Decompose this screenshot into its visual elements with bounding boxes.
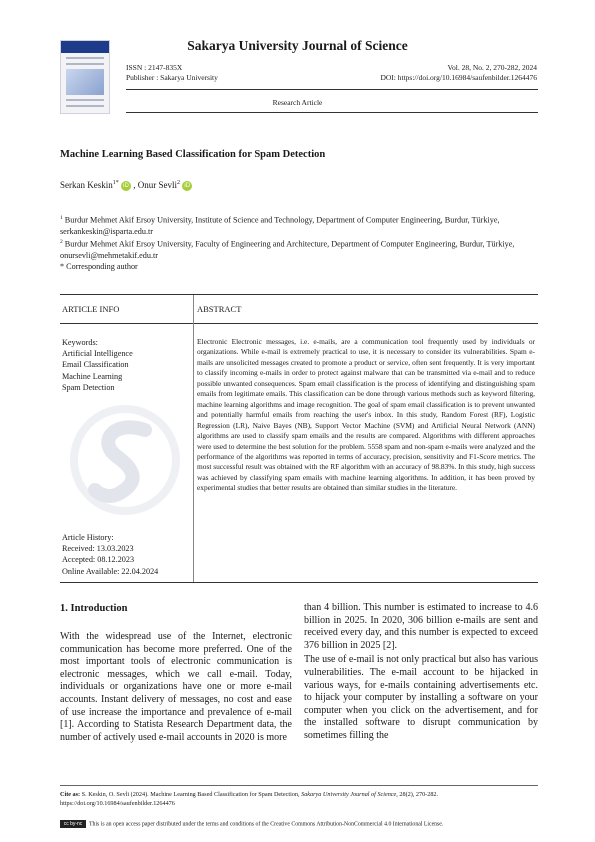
box-bottom-rule: [60, 582, 538, 583]
article-history: [62, 532, 158, 577]
box-top-rule: [60, 294, 538, 295]
history-label: Article History:: [62, 533, 114, 542]
orcid-icon[interactable]: iD: [182, 181, 192, 191]
article-title: Machine Learning Based Classification for Spam Detection: [60, 149, 326, 160]
paragraph: With the widespread use of the Internet, electronic communication has become more preferred. One of the most important tools of electronic communication is electronic messages, which we call e-mail. Today, individuals or organizations have one or more e-mail accounts. Instant delivery of messages, no cost and ease of use increase the importance and prevalence of e-mail [1]. According to Statista Research Department data, the number of actively used e-mail accounts in 2020 is more: [60, 631, 292, 743]
body-column-right: [304, 602, 538, 745]
corresponding-author-note: * Corresponding author: [60, 262, 138, 271]
online-date: Online Available: 22.04.2024: [62, 566, 159, 576]
author-separator: ,: [131, 180, 138, 190]
author-list: [60, 180, 192, 191]
orcid-icon[interactable]: iD: [121, 181, 131, 191]
affiliation: $^2$ Burdur Mehmet Akif Ersoy University, Faculty of Engineering and Architecture, Department of Computer Engineering, Burdur, Türkiye, onursevli@mehmetakif.edu.tr: [60, 239, 515, 261]
publisher: Publisher : Sakarya University: [126, 73, 218, 82]
paragraph: than 4 billion. This number is estimated to increase to 4.6 billion in 2025. In 2020, 306 billion e-mails are sent and received every day, and this number is expected to exceed 376 billion in 2025 [2].: [304, 602, 538, 651]
accepted-date: Accepted: 08.12.2023: [62, 555, 135, 565]
keywords-block: [62, 337, 133, 393]
doi[interactable]: DOI: https://doi.org/10.16984/saufenbilder.1264476: [380, 73, 537, 82]
university-logo-watermark: [60, 395, 190, 525]
license-text: This is an open access paper distributed under the terms and conditions of the Creative Commons Attribution-NonCommercial 4.0 International License.: [89, 821, 444, 828]
received-date: Received: 13.03.2023: [62, 544, 134, 554]
citation: Cite as: S. Keskin, O. Sevli (2024). Machine Learning Based Classification for Spam Detection, Sakarya University Journal of Science, 28(2), 270-282. https://doi.org/10.16984/saufenbilder.1264476: [60, 791, 439, 807]
author-name: Serkan Keskin: [60, 180, 113, 190]
license-note: [60, 820, 538, 828]
abstract-heading: ABSTRACT: [197, 304, 242, 314]
article-info-heading: ARTICLE INFO: [62, 304, 120, 314]
keyword: Artificial Intelligence: [62, 349, 133, 359]
article-type: Research Article: [272, 98, 323, 107]
author-affiliation-mark: 1*: [112, 180, 119, 186]
column-divider: [193, 295, 194, 582]
paragraph: The use of e-mail is not only practical but also has various vulnerabilities. The e-mail account to be hijacked in various ways, for e-mails containing advertisements etc. to hijack your computer by installing a software on your computer when you click on the advertisement, and for the installed software to disrupt communication by sometimes filling the: [304, 654, 538, 741]
abstract-text: Electronic Electronic messages, i.e. e-mails, are a communication tool frequently used by individuals or organizations. While e-mail is extremely practical to use, it is necessary to consider its vulnerabilities. Spam e-mails are unsolicited messages created to promote a product or service, often sent frequently. It is very important to classify incoming e-mails in order to protect against malware that can be transmitted via e-mail and to reduce possible unwanted consequences. Spam email classification is the process of identifying and distinguishing spam emails from legitimate emails. This classification can be done through various methods such as keyword filtering, machine learning algorithms and image recognition. The goal of spam email classification is to prevent unwanted and potentially harmful emails from reaching the user's inbox. In this study, Random Forest (RF), Logistic Regression (LR), Naive Bayes (NB), Support Vector Machine (SVM) and Artificial Neural Network (ANN) algorithms are used to classify spam emails and the results are compared. Algorithms with different approaches were used to determine the best solution for the problem. 5558 spam and non-spam e-mails were analyzed and the performance of the algorithms was reported in terms of accuracy, precision, sensitivity and F1-Score metrics. The most successful result was obtained with the RF algorithm with an accuracy of 98.83%. In this study, high success was achieved by classifying spam emails with machine learning algorithms. In addition, it has been proved by experimental studies that better results are obtained than similar studies in the literature.: [197, 337, 535, 493]
header-rule: [126, 89, 538, 90]
box-mid-rule: [60, 323, 538, 324]
journal-title: Sakarya University Journal of Science: [187, 38, 408, 53]
body-column-left: [60, 631, 292, 746]
issn: ISSN : 2147-835X: [126, 63, 183, 72]
affiliation: $^1$ Burdur Mehmet Akif Ersoy University, Institute of Science and Technology, Department of Computer Engineering, Burdur, Türkiye, serkankeskin@isparta.edu.tr: [60, 215, 500, 237]
header-rule-bottom: [126, 112, 538, 113]
author-name: Onur Sevli: [137, 180, 177, 190]
keyword: Spam Detection: [62, 382, 115, 392]
creative-commons-badge[interactable]: cc by-nc: [60, 820, 86, 828]
footer-rule: [60, 785, 538, 786]
keyword: Machine Learning: [62, 371, 123, 381]
section-heading-introduction: 1. Introduction: [60, 603, 128, 614]
volume-info: Vol. 28, No. 2, 270-282, 2024: [447, 63, 537, 72]
keywords-label: Keywords:: [62, 338, 98, 347]
author-affiliation-mark: 2: [177, 180, 180, 186]
keyword: Email Classification: [62, 360, 129, 370]
